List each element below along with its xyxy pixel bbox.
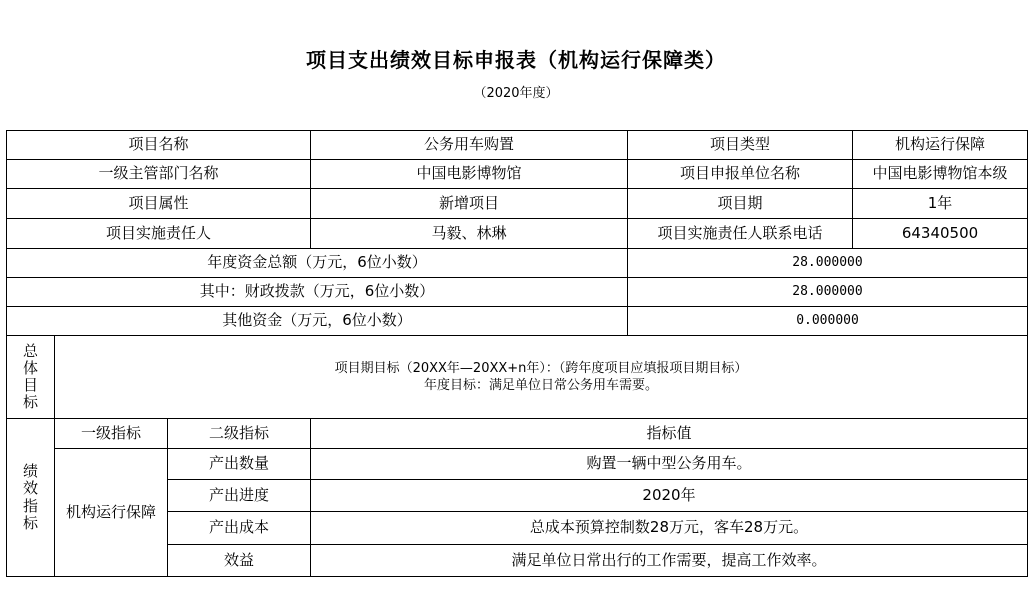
level2-indicator: 产出数量 (168, 449, 311, 480)
dept-value: 中国电影博物馆 (311, 160, 628, 189)
indicator-value: 总成本预算控制数28万元，客车28万元。 (311, 512, 1028, 545)
attr-value: 新增项目 (311, 189, 628, 219)
goal-annual-text: 年度目标：满足单位日常公务用车需要。 (423, 378, 658, 393)
fund-other-value: 0.000000 (628, 307, 1028, 336)
overall-goal-label: 总 体 目 标 (7, 336, 55, 419)
attr-label: 项目属性 (7, 189, 311, 219)
col-header-level2: 二级指标 (168, 419, 311, 449)
level2-indicator: 产出成本 (168, 512, 311, 545)
owner-value: 马毅、林琳 (311, 219, 628, 249)
goal-period-text: 项目期目标（20XX年—20XX+n年）：（跨年度项目应填报项目期目标） (334, 361, 748, 376)
unit-label: 项目申报单位名称 (628, 160, 853, 189)
fund-other-label: 其他资金（万元，6位小数） (7, 307, 628, 336)
table-row (7, 189, 1028, 219)
col-header-value: 指标值 (311, 419, 1028, 449)
fund-total-label: 年度资金总额（万元，6位小数） (7, 249, 628, 278)
project-type-label: 项目类型 (628, 131, 853, 160)
project-name-label: 项目名称 (7, 131, 311, 160)
indicator-value: 2020年 (311, 480, 1028, 512)
fund-fiscal-label: 其中：财政拨款（万元，6位小数） (7, 278, 628, 307)
table-row (7, 219, 1028, 249)
page-title: 项目支出绩效目标申报表（机构运行保障类） (306, 48, 726, 72)
performance-goal-table (6, 130, 1028, 577)
project-type-value: 机构运行保障 (853, 131, 1028, 160)
col-header-level1: 一级指标 (55, 419, 168, 449)
table-row (7, 336, 1028, 419)
table-row (7, 160, 1028, 189)
unit-value: 中国电影博物馆本级 (853, 160, 1028, 189)
table-row (7, 307, 1028, 336)
level2-indicator: 产出进度 (168, 480, 311, 512)
period-label: 项目期 (628, 189, 853, 219)
table-row (7, 449, 1028, 480)
phone-label: 项目实施责任人联系电话 (628, 219, 853, 249)
overall-goal-content (55, 336, 1028, 419)
level2-indicator: 效益 (168, 545, 311, 577)
table-row (7, 278, 1028, 307)
period-value: 1年 (853, 189, 1028, 219)
fund-fiscal-value: 28.000000 (628, 278, 1028, 307)
table-row (7, 249, 1028, 278)
fund-total-value: 28.000000 (628, 249, 1028, 278)
dept-label: 一级主管部门名称 (7, 160, 311, 189)
project-name-value: 公务用车购置 (311, 131, 628, 160)
phone-value: 64340500 (853, 219, 1028, 249)
table-row (7, 131, 1028, 160)
level1-indicator: 机构运行保障 (55, 449, 168, 577)
table-row (7, 419, 1028, 449)
page-subtitle: （2020年度） (473, 86, 559, 101)
indicator-label: 绩 效 指 标 (7, 419, 55, 577)
owner-label: 项目实施责任人 (7, 219, 311, 249)
indicator-value: 满足单位日常出行的工作需要，提高工作效率。 (311, 545, 1028, 577)
indicator-value: 购置一辆中型公务用车。 (311, 449, 1028, 480)
